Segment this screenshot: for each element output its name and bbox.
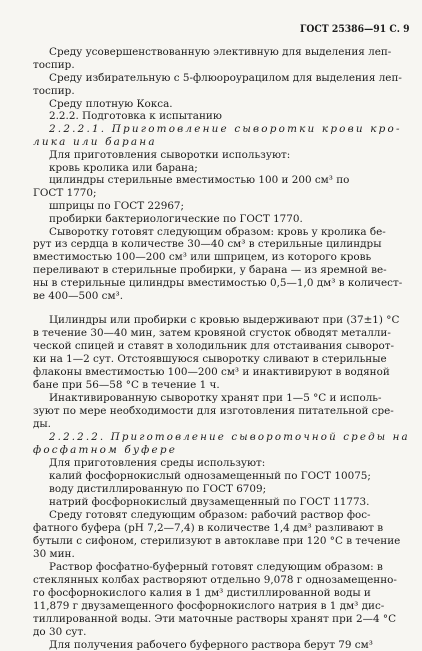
text-line: Раствор фосфатно-буферный готовят следующим образом: в: [49, 561, 383, 573]
text-line: тоспир.: [33, 59, 75, 71]
text-line: вместимостью 100—200 см³ или шприцем, из которого кровь: [33, 251, 372, 263]
text-line: тоспир.: [33, 85, 75, 97]
text-line: стеклянных колбах растворяют отдельно 9,078 г однозамещенно-: [33, 574, 397, 586]
text-line: бане при 56—58 °С в течение 1 ч.: [33, 379, 220, 391]
text-line: Среду готовят следующим образом: рабочий раствор фос-: [49, 509, 371, 521]
text-line: Инактивированную сыворотку хранят при 1—5 °С и исполь-: [49, 392, 382, 404]
section-heading: фосфатном буфере: [33, 444, 178, 456]
text-line: ГОСТ 1770;: [33, 187, 97, 199]
text-line: Среду плотную Кокса.: [49, 98, 173, 110]
text-line: цилиндры стерильные вместимостью 100 и 200 см³ по: [49, 174, 350, 186]
text-line: Цилиндры или пробирки с кровью выдерживают при (37±1) °С: [49, 314, 400, 326]
text-line: тиллированной воды. Эти маточные растворы хранят при 2—4 °С: [33, 613, 397, 625]
text-line: зуют по мере необходимости для изготовления питательной сре-: [33, 405, 394, 417]
text-line: 30 мин.: [33, 548, 75, 560]
text-line: воду дистиллированную по ГОСТ 6709;: [49, 483, 267, 495]
text-line: фатного буфера (рН 7,2—7,4) в количестве 1,4 дм³ разливают в: [33, 522, 384, 534]
text-line: в течение 30—40 мин, затем кровяной сгусток обводят металли-: [33, 327, 391, 339]
text-line: кровь кролика или барана;: [49, 162, 198, 174]
text-line: го фосфорнокислого калия в 1 дм³ дистиллированной воды и: [33, 587, 371, 599]
text-line: Среду усовершенствованную элективную для выделения леп-: [49, 46, 392, 58]
text-line: бутыли с сифоном, стерилизуют в автоклаве при 120 °С в течение: [33, 535, 401, 547]
text-line: Для получения рабочего буферного раствора берут 79 см³: [49, 639, 373, 651]
section-heading: 2.2.2.1. Приготовление сыворотки крови кро-: [49, 123, 402, 135]
text-line: калий фосфорнокислый однозамещенный по ГОСТ 10075;: [49, 470, 371, 482]
text-line: ческой спицей и ставят в холодильник для отстаивания сыворот-: [33, 340, 395, 352]
section-heading: 2.2.2.2. Приготовление сывороточной среды на: [49, 431, 410, 443]
text-line: ды.: [33, 418, 51, 430]
text-line: натрий фосфорнокислый двузамещенный по ГОСТ 11773.: [49, 496, 370, 508]
text-line: пробирки бактериологические по ГОСТ 1770.: [49, 213, 303, 225]
text-line: 11,879 г двузамещенного фосфорнокислого натрия в 1 дм³ дис-: [33, 600, 385, 612]
text-line: ны в стерильные цилиндры вместимостью 0,5—1,0 дм³ в количест-: [33, 277, 403, 289]
text-line: до 30 сут.: [33, 626, 87, 638]
text-line: шприцы по ГОСТ 22967;: [49, 200, 185, 212]
page-header: ГОСТ 25386—91 С. 9: [300, 24, 410, 35]
text-line: Для приготовления среды используют:: [49, 457, 266, 469]
section-heading: лика или барана: [33, 136, 157, 148]
text-line: флаконы вместимостью 100—200 см³ и инактивируют в водяной: [33, 366, 390, 378]
text-line: Для приготовления сыворотки используют:: [49, 149, 291, 161]
text-line: ве 400—500 см³.: [33, 290, 124, 302]
text-line: рут из сердца в количестве 30—40 см³ в стерильные цилиндры: [33, 238, 382, 250]
text-line: переливают в стерильные пробирки, у барана — из яремной ве-: [33, 264, 387, 276]
section-heading: 2.2.2. Подготовка к испытанию: [49, 110, 222, 122]
text-line: ки на 1—2 сут. Отстоявшуюся сыворотку сливают в стерильные: [33, 353, 387, 365]
text-line: Среду избирательную с 5-флюороурацилом для выделения леп-: [49, 72, 402, 84]
text-line: Сыворотку готовят следующим образом: кровь у кролика бе-: [49, 226, 386, 238]
